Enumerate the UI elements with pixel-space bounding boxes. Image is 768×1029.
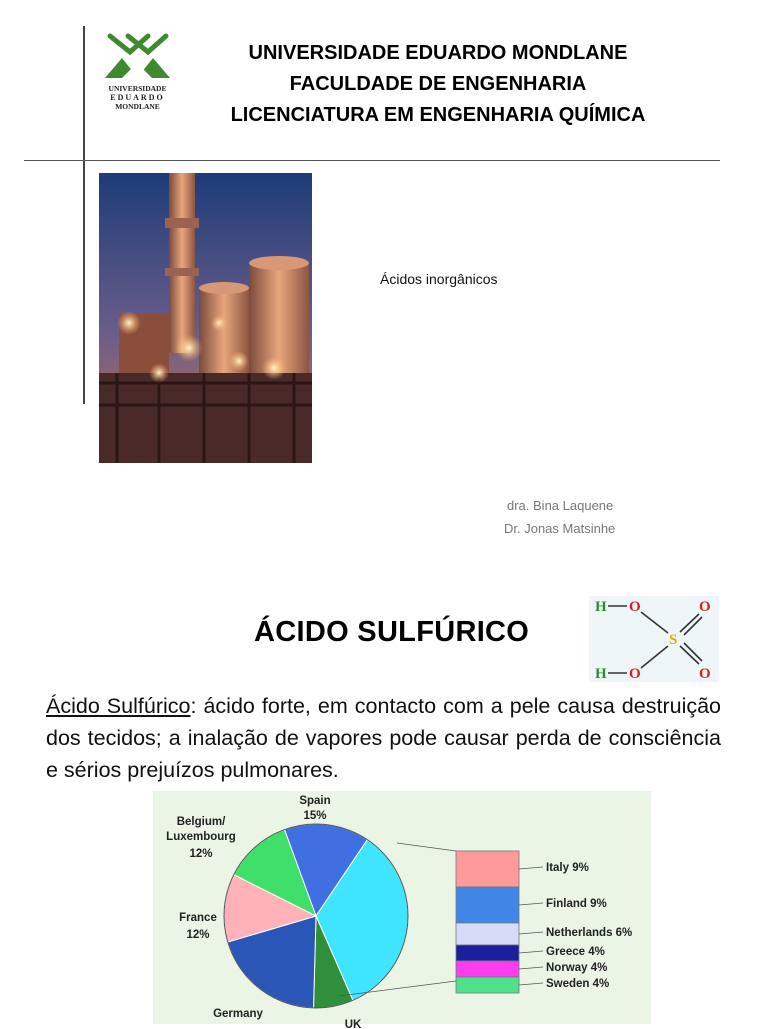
label-france-pct: 12%: [186, 929, 210, 941]
legend-swatch: [456, 851, 519, 887]
oxygen-atom: O: [699, 666, 711, 682]
legend-label: Italy 9%: [546, 862, 589, 874]
legend-swatch: [456, 977, 519, 993]
legend-swatch: [456, 887, 519, 923]
description-text: : ácido forte, em contacto com a pele causa destruição dos tecidos; a inalação de vapores pode causar perda de consciência e sérios prejuízos pulmonares.: [46, 694, 722, 782]
presentation-subtitle: Ácidos inorgânicos: [380, 271, 498, 287]
legend-label: Sweden 4%: [546, 978, 610, 990]
hydrogen-atom: H: [595, 666, 607, 682]
legend-label: Norway 4%: [546, 962, 608, 974]
label-belgium-name-1: Belgium/: [176, 816, 226, 828]
horizontal-divider: [24, 160, 720, 161]
university-logo: [100, 30, 175, 115]
sulfuric-acid-structure: [589, 596, 719, 682]
label-france-name: France: [179, 912, 217, 924]
author-name: Dr. Jonas Matsinhe: [504, 521, 616, 536]
legend-leader-line: [519, 951, 543, 953]
logo-text-line-1: UNIVERSIDADE: [108, 84, 167, 93]
label-belgium-name-2: Luxembourg: [166, 831, 236, 843]
legend-leader-line: [519, 867, 543, 869]
pie-chart-svg: [153, 791, 651, 1029]
vertical-divider: [83, 26, 85, 404]
refinery-photo: [99, 173, 312, 463]
sulfuric-acid-consumption-pie-chart: [153, 791, 651, 1029]
sulfur-atom: S: [669, 632, 678, 648]
label-spain-pct: 15%: [303, 810, 327, 822]
label-uk-name: UK: [344, 1019, 362, 1029]
legend-swatch: [456, 961, 519, 977]
legend-swatch: [456, 923, 519, 945]
header-title: [178, 38, 698, 131]
university-name: UNIVERSIDADE EDUARDO MONDLANE: [248, 42, 628, 64]
degree-name: LICENCIATURA EM ENGENHARIA QUÍMICA: [230, 104, 646, 126]
author-name: dra. Bina Laquene: [507, 498, 614, 513]
legend-leader-line: [519, 967, 543, 969]
faculty-name: FACULDADE DE ENGENHARIA: [289, 73, 587, 95]
legend-leader-line: [519, 903, 543, 905]
legend-leader-line: [519, 983, 543, 985]
oxygen-atom: O: [629, 599, 641, 615]
logo-text-line-3: MONDLANE: [115, 102, 160, 111]
legend-leader-line: [519, 932, 543, 934]
label-spain-name: Spain: [299, 795, 331, 807]
section-title: ÁCIDO SULFÚRICO: [254, 616, 530, 648]
sulfuric-acid-description: [46, 690, 721, 786]
oxygen-atom: O: [699, 599, 711, 615]
oxygen-atom: O: [629, 666, 641, 682]
university-emblem-icon: [100, 30, 175, 82]
legend-label: Netherlands 6%: [546, 927, 633, 939]
legend-label: Greece 4%: [546, 946, 605, 958]
term-sulfuric-acid: Ácido Sulfúrico: [46, 694, 191, 718]
label-germany-name: Germany: [213, 1008, 263, 1020]
legend-label: Finland 9%: [546, 898, 607, 910]
label-belgium-pct: 12%: [189, 848, 213, 860]
hydrogen-atom: H: [595, 599, 607, 615]
logo-text-line-2: EDUARDO: [110, 93, 165, 102]
legend-swatch: [456, 945, 519, 961]
